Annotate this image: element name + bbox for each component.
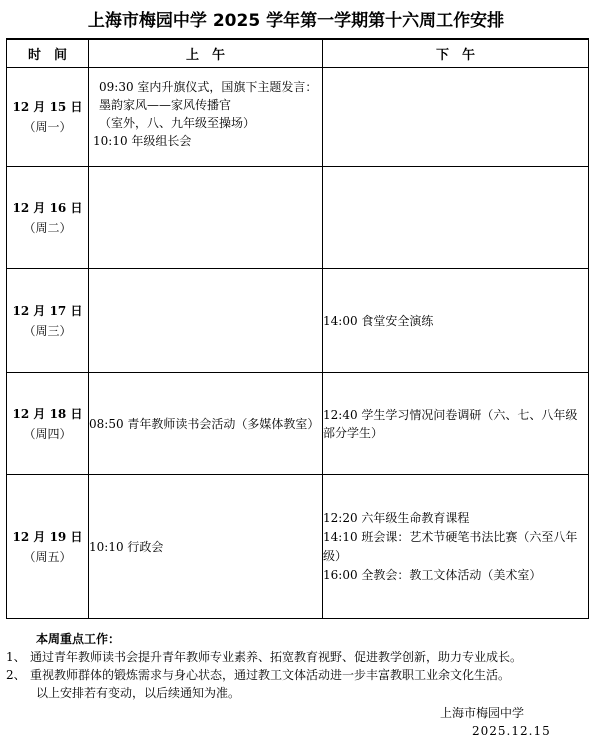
am-cell <box>89 167 323 269</box>
day-weekday: （周一） <box>23 120 72 134</box>
day-date: 12 月 19 日 <box>12 529 83 544</box>
pm-entry: 16:00 全教会：教工文体活动（美术室） <box>323 567 542 582</box>
am-entry: 08:50 青年教师读书会活动（多媒体教室） <box>89 416 320 431</box>
signature <box>440 704 551 740</box>
focus-item-number: 1、 <box>6 650 26 664</box>
focus-item <box>6 648 588 666</box>
am-entry: 10:10 年级组长会 <box>93 134 192 148</box>
day-cell <box>7 68 89 167</box>
focus-item <box>6 666 588 684</box>
pm-entry: 14:10 班会课：艺术节硬笔书法比赛（六至八年级） <box>323 529 578 563</box>
day-cell <box>7 167 89 269</box>
weekly-focus <box>6 630 588 702</box>
am-cell <box>89 373 323 475</box>
day-weekday: （周三） <box>23 323 72 338</box>
pm-cell <box>323 475 589 619</box>
day-weekday: （周五） <box>23 549 72 564</box>
day-cell <box>7 475 89 619</box>
schedule-table <box>6 38 589 619</box>
day-row <box>7 373 589 475</box>
header-pm: 下 午 <box>323 39 589 68</box>
am-cell <box>89 269 323 373</box>
pm-entry: 12:20 六年级生命教育课程 <box>323 510 470 525</box>
focus-label: 本周重点工作： <box>36 632 121 646</box>
day-weekday: （周四） <box>23 426 72 441</box>
pm-cell <box>323 269 589 373</box>
am-entry: 09:30 室内升旗仪式，国旗下主题发言：墨韵家风——家风传播官 <box>99 80 318 112</box>
header-row <box>7 39 589 68</box>
day-date: 12 月 16 日 <box>12 200 83 215</box>
am-entry: （室外，八、九年级至操场） <box>99 116 256 130</box>
pm-cell <box>323 68 589 167</box>
am-cell <box>89 68 323 167</box>
day-date: 12 月 17 日 <box>12 303 83 318</box>
am-entry: 10:10 行政会 <box>89 539 164 554</box>
day-date: 12 月 15 日 <box>12 100 83 114</box>
focus-item-text: 通过青年教师读书会提升青年教师专业素养、拓宽教育视野、促进教学创新，助力专业成长。 <box>30 650 523 664</box>
pm-entry: 14:00 食堂安全演练 <box>323 313 434 328</box>
issue-date: 2025.12.15 <box>472 724 551 738</box>
am-cell <box>89 475 323 619</box>
header-time: 时 间 <box>7 39 89 68</box>
day-row <box>7 68 589 167</box>
day-date: 12 月 18 日 <box>12 406 83 421</box>
day-weekday: （周二） <box>23 220 72 235</box>
focus-item-number: 2、 <box>6 668 26 682</box>
document-title: 上海市梅园中学 2025 学年第一学期第十六周工作安排 <box>87 11 505 31</box>
day-cell <box>7 373 89 475</box>
pm-cell <box>323 373 589 475</box>
day-cell <box>7 269 89 373</box>
day-row <box>7 475 589 619</box>
pm-cell <box>323 167 589 269</box>
change-note: 以上安排若有变动，以后续通知为准。 <box>36 686 241 700</box>
school-name: 上海市梅园中学 <box>440 706 525 720</box>
pm-entry: 12:40 学生学习情况问卷调研（六、七、八年级部分学生） <box>323 407 578 440</box>
day-row <box>7 269 589 373</box>
header-am: 上 午 <box>89 39 323 68</box>
focus-item-text: 重视教师群体的锻炼需求与身心状态，通过教工文体活动进一步丰富教职工业余文化生活。 <box>30 668 511 682</box>
day-row <box>7 167 589 269</box>
